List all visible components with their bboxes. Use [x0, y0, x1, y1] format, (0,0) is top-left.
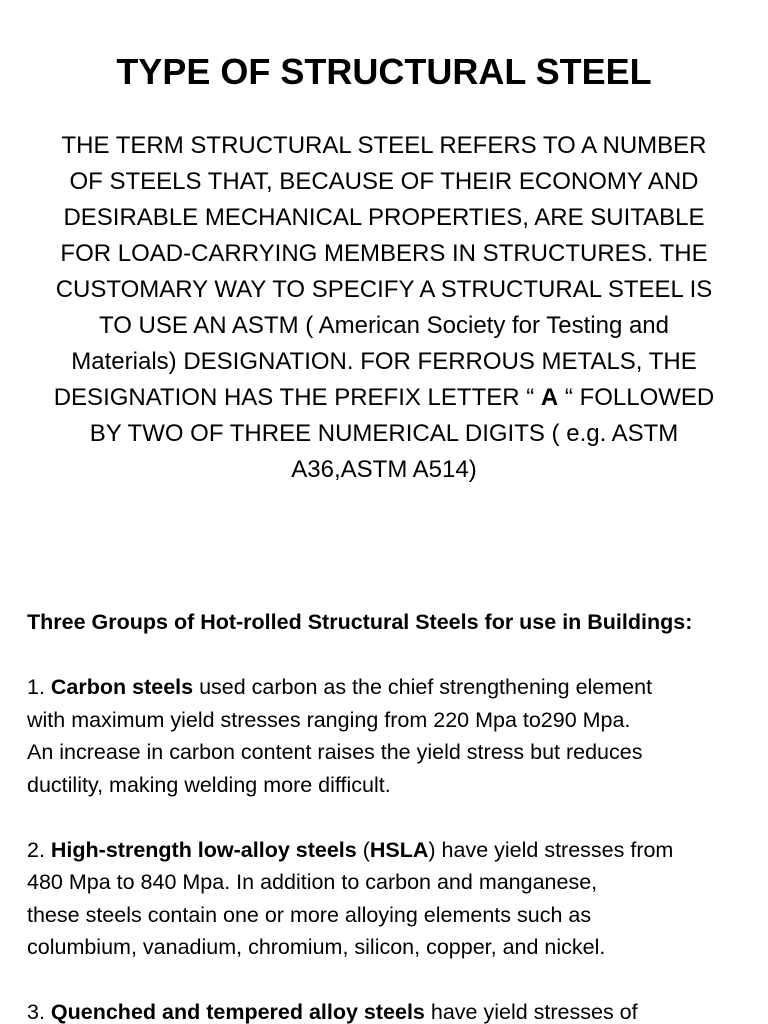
page-title: TYPE OF STRUCTURAL STEEL	[116, 51, 652, 92]
item-text: have yield stresses of	[424, 1000, 638, 1024]
item-name: Carbon steels	[50, 675, 194, 699]
item-line: with maximum yield stresses ranging from 220 Mpa to290 Mpa.	[27, 707, 631, 732]
item-line	[27, 834, 762, 867]
item-line	[27, 996, 762, 1024]
item-name: Quenched and tempered alloy steels	[50, 1000, 425, 1024]
item-number: 3.	[27, 1000, 51, 1024]
item-line: An increase in carbon content raises the yield stress but reduces	[27, 740, 643, 764]
item-line: ductility, making welding more difficult.	[27, 772, 391, 797]
intro-line: THE TERM STRUCTURAL STEEL REFERS TO A NUMBER	[61, 132, 707, 159]
intro-line	[30, 380, 738, 416]
intro-line: FOR LOAD-CARRYING MEMBERS IN STRUCTURES. THE	[60, 240, 708, 267]
intro-text: “ FOLLOWED	[558, 384, 715, 411]
intro-line: OF STEELS THAT, BECAUSE OF THEIR ECONOMY AND	[69, 168, 699, 195]
item-name: High-strength low-alloy steels	[50, 837, 357, 862]
item-abbr: HSLA	[369, 837, 429, 862]
intro-line: TO USE AN ASTM ( American Society for Testing and	[98, 312, 669, 339]
item-line: columbium, vanadium, chromium, silicon, copper, and nickel.	[27, 935, 606, 959]
item-text: used carbon as the chief strengthening element	[193, 675, 653, 699]
item-line	[27, 671, 762, 704]
intro-line: BY TWO OF THREE NUMERICAL DIGITS ( e.g. ASTM	[89, 420, 679, 447]
intro-line: CUSTOMARY WAY TO SPECIFY A STRUCTURAL STEEL IS	[55, 276, 713, 303]
intro-line: DESIRABLE MECHANICAL PROPERTIES, ARE SUITABLE	[63, 204, 705, 231]
spacer	[27, 801, 762, 834]
list-item	[27, 834, 762, 964]
intro-paragraph	[30, 128, 738, 488]
spacer	[27, 964, 762, 997]
item-number: 2.	[27, 837, 51, 862]
item-text: ) have yield stresses from	[428, 837, 674, 862]
list-item	[27, 996, 762, 1024]
item-line: these steels contain one or more alloying elements such as	[27, 902, 592, 927]
list-item	[27, 671, 762, 801]
intro-text: DESIGNATION HAS THE PREFIX LETTER “	[53, 384, 541, 411]
prefix-letter: A	[540, 384, 559, 411]
intro-line: A36,ASTM A514)	[291, 456, 477, 483]
item-number: 1.	[27, 675, 51, 699]
item-text: (	[356, 837, 370, 862]
item-line: 480 Mpa to 840 Mpa. In addition to carbon and manganese,	[27, 870, 598, 894]
intro-line: Materials) DESIGNATION. FOR FERROUS METALS, THE	[71, 348, 697, 375]
section-heading: Three Groups of Hot-rolled Structural Steels for use in Buildings:	[27, 610, 693, 634]
steel-groups-section	[27, 606, 762, 1024]
spacer	[27, 639, 762, 672]
